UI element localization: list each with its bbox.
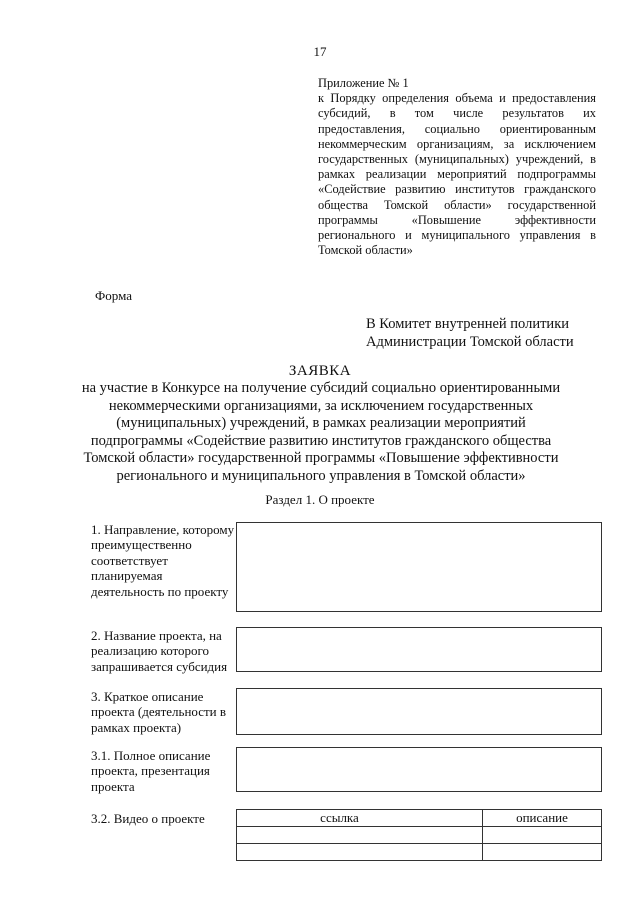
appendix-title: Приложение № 1: [318, 76, 409, 90]
video-description-cell[interactable]: [483, 827, 602, 844]
application-body: на участие в Конкурсе на получение субсидий социально ориентированными некоммерческими организациями, за исключением государственных (муниципальных) учреждений, в рамках реализации мероприятий подпрограммы «Содействие развитию институтов гражданского общества Томской области» государственной программы «Повышение эффективности регионального и муниципального управления в Томской области»: [81, 380, 561, 484]
form-label: Форма: [95, 288, 132, 303]
field-2-input[interactable]: [236, 627, 602, 672]
field-3-1-label: 3.1. Полное описание проекта, презентация проекта: [91, 748, 211, 794]
table-row: [237, 827, 602, 844]
field-3-input[interactable]: [236, 688, 602, 735]
video-table: [236, 809, 602, 861]
field-3-1-input[interactable]: [236, 747, 602, 792]
video-description-header: описание: [483, 810, 602, 827]
field-2-label: 2. Название проекта, на реализацию которого запрашивается субсидия: [91, 628, 228, 674]
video-link-header: ссылка: [237, 810, 483, 827]
appendix-block: [318, 76, 596, 258]
video-label: 3.2. Видео о проекте: [91, 811, 205, 826]
table-row: [237, 844, 602, 861]
field-3-label: 3. Краткое описание проекта (деятельности в рамках проекта): [91, 689, 227, 735]
table-row: [237, 810, 602, 827]
addressee-line-2: Администрации Томской области: [366, 333, 574, 350]
video-link-cell[interactable]: [237, 844, 483, 861]
field-1-label: 1. Направление, которому преимущественно соответствует планируемая деятельность по проекту: [91, 522, 235, 599]
addressee-line-1: В Комитет внутренней политики: [366, 316, 569, 332]
appendix-text: к Порядку определения объема и предоставления субсидий, в том числе результатов их предоставления, социально ориентированным некоммерческим организациям, за исключением государственных (муниципальных) учреждений, в рамках реализации мероприятий подпрограммы «Содействие развитию институтов гражданского общества Томской области» государственной программы «Повышение эффективности регионального и муниципального управления в Томской области»: [318, 91, 596, 258]
addressee-block: [366, 316, 574, 351]
video-link-cell[interactable]: [237, 827, 483, 844]
section-title: Раздел 1. О проекте: [265, 492, 375, 507]
page-number: 17: [313, 44, 327, 59]
application-title: ЗАЯВКА: [288, 363, 352, 379]
video-description-cell[interactable]: [483, 844, 602, 861]
field-1-input[interactable]: [236, 522, 602, 612]
